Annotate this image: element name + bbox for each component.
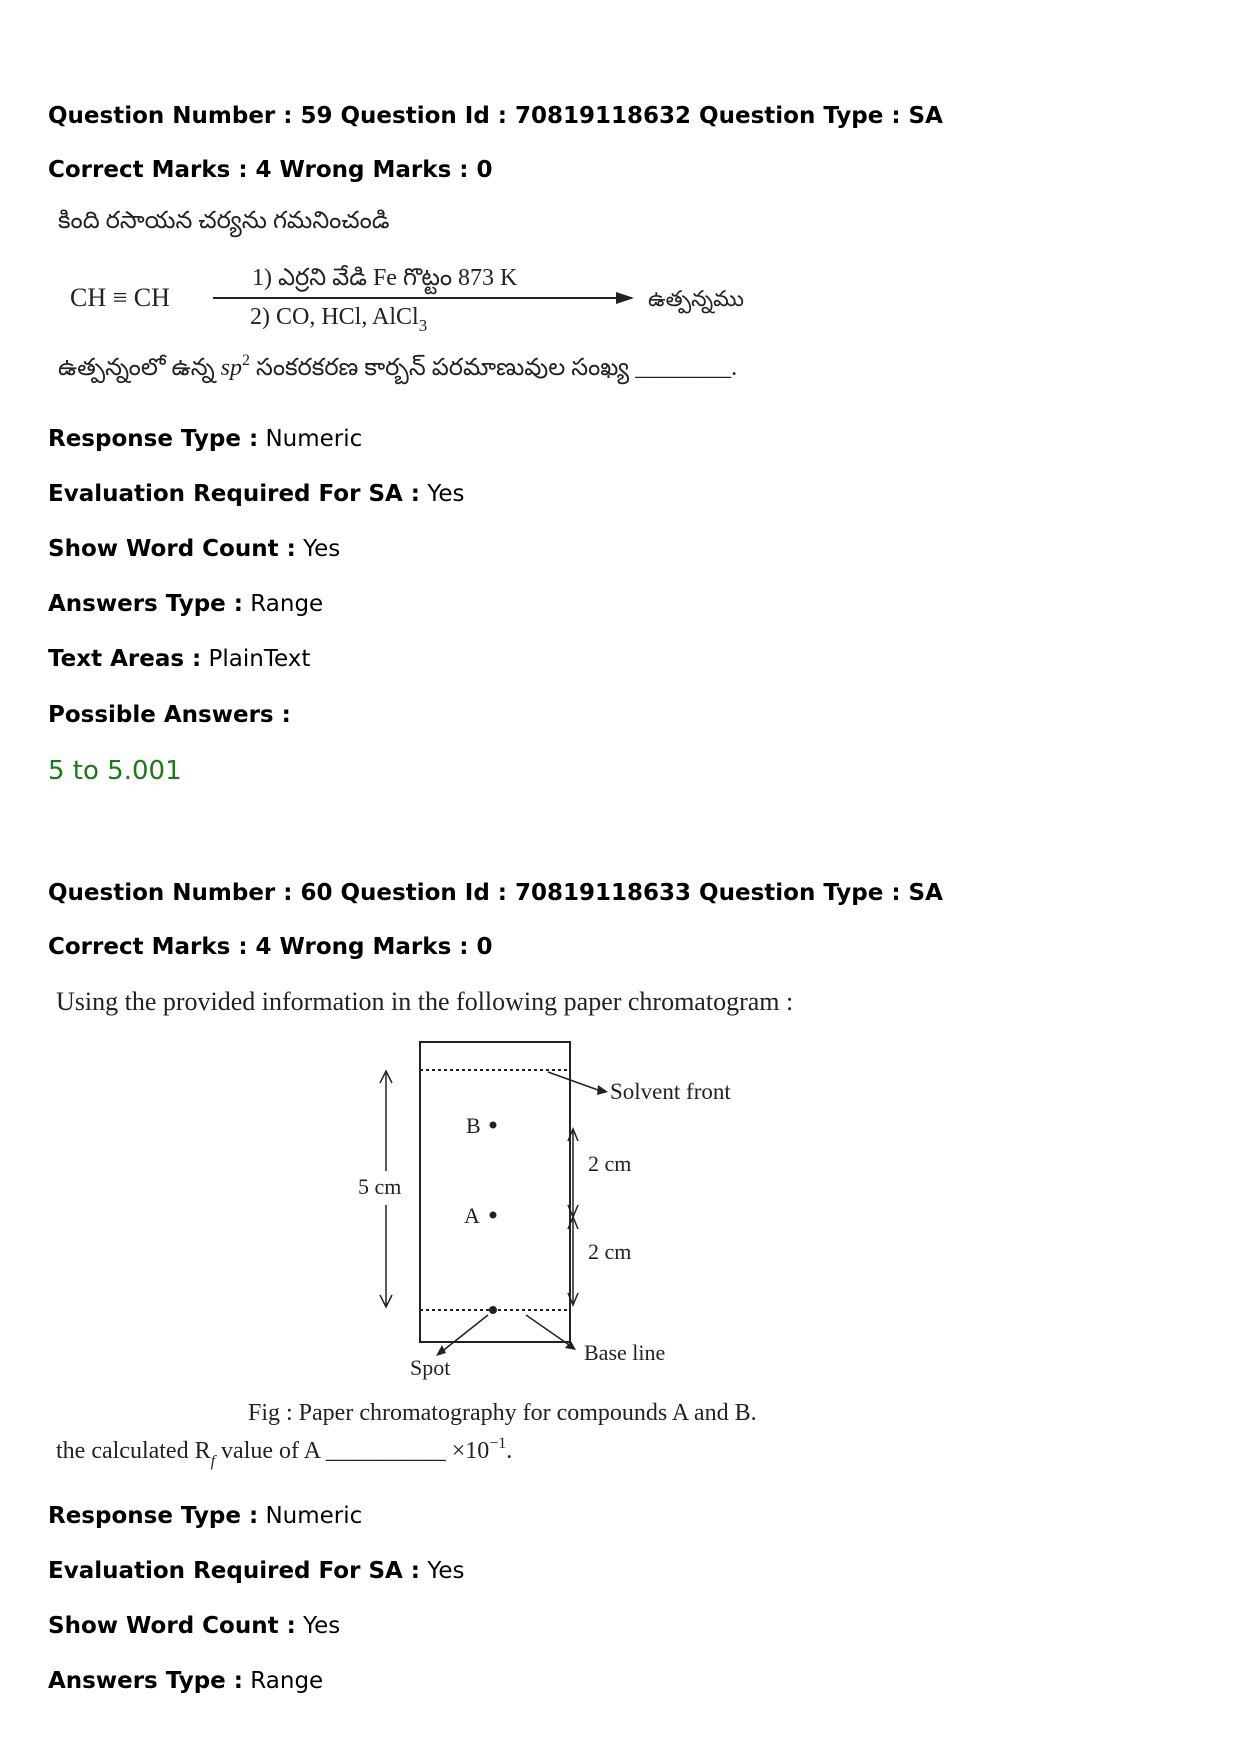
q59-marks: Correct Marks : 4 Wrong Marks : 0 — [48, 157, 493, 183]
q60-marks: Correct Marks : 4 Wrong Marks : 0 — [48, 934, 493, 960]
q60-stem-intro: Using the provided information in the following paper chromatogram : — [56, 987, 794, 1016]
q59-condition2: 2) CO, HCl, AlCl — [250, 304, 419, 330]
origin-spot — [489, 1306, 497, 1314]
q59-stem-line1: కింది రసాయన చర్యను గమనించండి — [58, 208, 390, 234]
q59-show-word-count: Show Word Count : Yes — [48, 536, 341, 562]
q60-stem-end-a: the calculated R — [56, 1438, 211, 1464]
paper-strip — [420, 1042, 570, 1342]
q59-sp: sp — [220, 355, 243, 381]
svg-text:2) CO, HCl, AlCl3 — [250, 304, 427, 335]
q60-stem-end-sub: f — [210, 1453, 216, 1470]
solvent-front-label: Solvent front — [610, 1079, 731, 1104]
q59-condition1: 1) ఎర్రని వేడి Fe గొట్టం 873 K — [252, 265, 518, 291]
dist-upper-label: 2 cm — [588, 1151, 632, 1176]
q60-stem-end-sup: −1 — [489, 1435, 507, 1452]
spot-label: Spot — [410, 1355, 451, 1380]
q59-possible-answers-label: Possible Answers : — [48, 702, 291, 728]
spot-pointer — [440, 1315, 488, 1353]
q59-possible-answer: 5 to 5.001 — [48, 756, 182, 786]
q59-stem-line3-b: సంకరకరణ కార్బన్ పరమాణువుల సంఖ్య ________. — [250, 355, 738, 381]
q59-text-areas: Text Areas : PlainText — [48, 646, 311, 672]
q60-question-image — [48, 975, 948, 1475]
svg-text:the calculated Rf value of A _ — [56, 1435, 512, 1470]
q60-response-type: Response Type : Numeric — [48, 1503, 363, 1529]
figure-caption: Fig : Paper chromatography for compounds A and B. — [248, 1400, 757, 1426]
label-b: B — [466, 1113, 481, 1138]
q59-sp-sup: 2 — [242, 352, 251, 369]
svg-text:ఉత్పన్నంలో ఉన్న sp2 సంకరకరణ కా — [58, 352, 737, 385]
solvent-front-pointer — [548, 1072, 598, 1090]
q59-answers-type: Answers Type : Range — [48, 591, 324, 617]
q59-reactant: CH ≡ CH — [70, 283, 170, 312]
q59-header: Question Number : 59 Question Id : 70819118632 Question Type : SA — [48, 103, 943, 129]
q60-stem-end-c: . — [506, 1438, 513, 1464]
q59-condition2-sub: 3 — [418, 316, 428, 335]
q60-answers-type: Answers Type : Range — [48, 1668, 324, 1694]
spot-b — [490, 1122, 497, 1129]
q59-response-type: Response Type : Numeric — [48, 426, 363, 452]
q60-show-word-count: Show Word Count : Yes — [48, 1613, 341, 1639]
q60-evaluation-required: Evaluation Required For SA : Yes — [48, 1558, 465, 1584]
dist-lower-label: 2 cm — [588, 1239, 632, 1264]
dist-total-label: 5 cm — [358, 1174, 402, 1199]
q59-reaction-figure — [48, 200, 848, 390]
q59-product: ఉత్పన్నము — [648, 286, 745, 311]
q59-arrow-head — [616, 292, 634, 304]
q60-stem-end-b: value of A __________ ×10 — [215, 1438, 490, 1464]
spot-a — [490, 1212, 497, 1219]
q60-header: Question Number : 60 Question Id : 70819118633 Question Type : SA — [48, 880, 943, 906]
q59-stem-line3-a: ఉత్పన్నంలో ఉన్న — [58, 355, 221, 381]
base-line-label: Base line — [584, 1340, 666, 1365]
q59-question-image — [48, 200, 848, 390]
q59-evaluation-required: Evaluation Required For SA : Yes — [48, 481, 465, 507]
label-a: A — [464, 1203, 480, 1228]
q60-chromatogram-figure — [48, 975, 948, 1475]
